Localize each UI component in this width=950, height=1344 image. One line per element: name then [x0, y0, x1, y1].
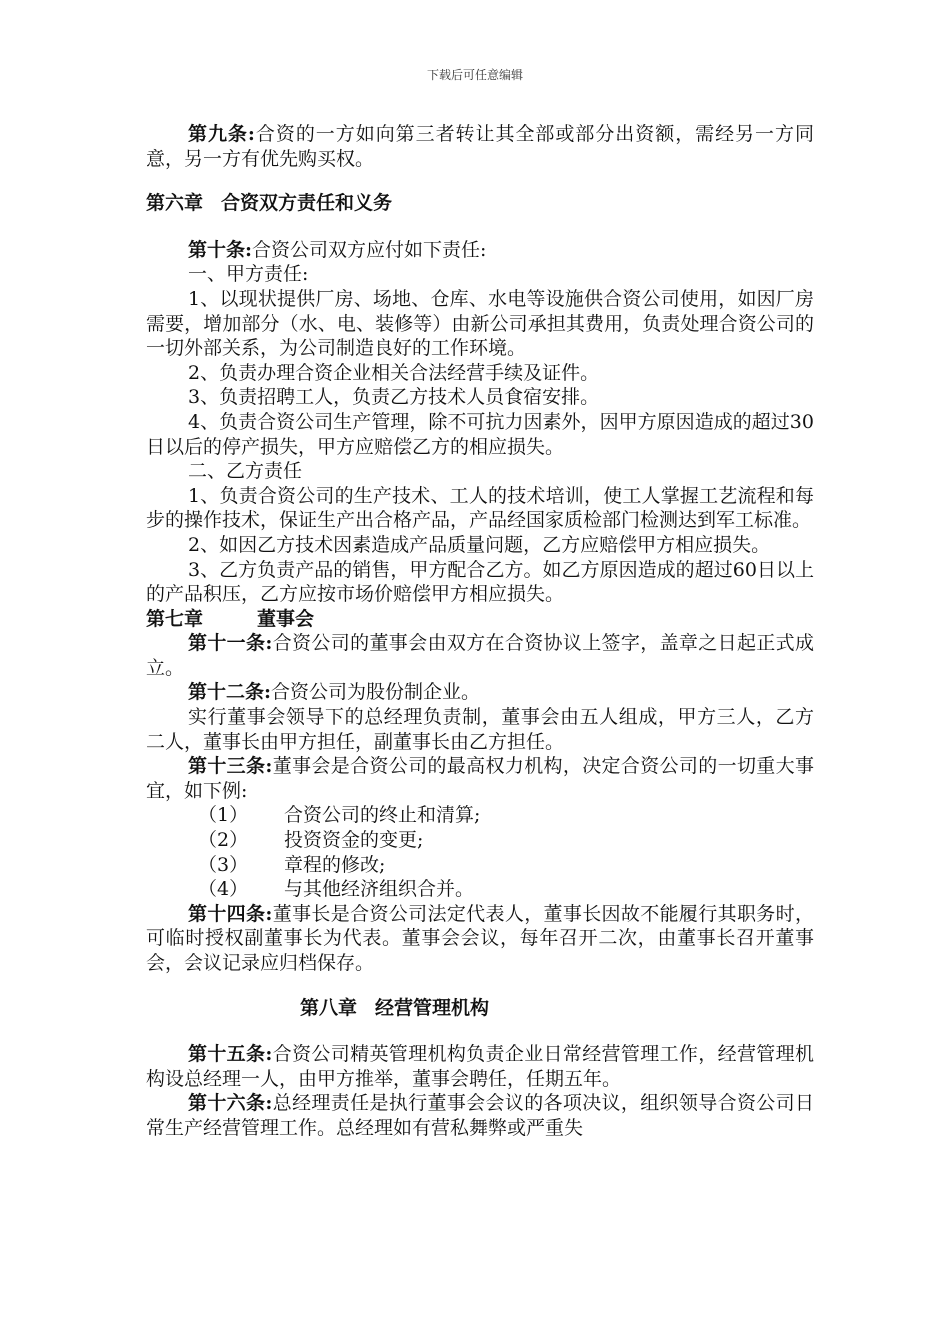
party-a-heading: 一、甲方责任:	[188, 263, 309, 286]
article-12	[146, 680, 814, 705]
article-label: 第十三条:	[188, 755, 273, 778]
list-item-text: 与其他经济组织合并。	[284, 878, 475, 901]
party-a-item: 1、以现状提供厂房、场地、仓库、水电等设施供合资公司使用，如因厂房需要，增加部分（水、电、装修等）由新公司承担其费用，负责处理合资公司的一切外部关系，为公司制造良好的工作环境。	[146, 287, 814, 360]
article-9	[146, 122, 814, 171]
chapter-number: 第六章	[146, 192, 204, 215]
party-b-item: 2、如因乙方技术因素造成产品质量问题，乙方应赔偿甲方相应损失。	[188, 533, 771, 556]
article-text: 董事会是合资公司的最高权力机构，决定合资公司的一切重大事宜，如下例:	[146, 755, 814, 802]
article-label: 第十二条:	[188, 681, 272, 704]
article-10	[146, 238, 814, 263]
list-item	[146, 853, 814, 878]
list-item-number: （2）	[198, 829, 249, 852]
article-12-detail: 实行董事会领导下的总经理负责制，董事会由五人组成，甲方三人，乙方二人，董事长由甲方担任，副董事长由乙方担任。	[146, 706, 814, 753]
page-header: 下载后可任意编辑	[426, 68, 523, 82]
chapter-7-heading	[146, 607, 814, 632]
article-label: 第十四条:	[188, 902, 273, 925]
article-text: 总经理责任是执行董事会会议的各项决议，组织领导合资公司日常生产经营管理工作。总经理如有营私舞弊或严重失	[146, 1092, 814, 1139]
article-11	[146, 631, 814, 680]
list-item	[146, 877, 814, 902]
list-item-number: （3）	[198, 853, 249, 876]
article-label: 第十五条:	[188, 1043, 273, 1066]
article-15	[146, 1042, 814, 1091]
article-16	[146, 1091, 814, 1140]
article-text: 合资公司双方应付如下责任:	[252, 238, 487, 261]
party-b-item: 3、乙方负责产品的销售，甲方配合乙方。如乙方原因造成的超过60日以上的产品积压，乙方应按市场价赔偿甲方相应损失。	[146, 558, 814, 606]
article-14	[146, 902, 814, 976]
party-b-item: 1、负责合资公司的生产技术、工人的技术培训，使工人掌握工艺流程和每步的操作技术，保证生产出合格产品，产品经国家质检部门检测达到军工标准。	[146, 484, 814, 532]
list-item	[146, 828, 814, 853]
party-b-heading: 二、乙方责任	[188, 460, 303, 483]
chapter-8-heading	[146, 996, 814, 1021]
list-item	[146, 803, 814, 828]
article-label: 第十一条:	[188, 632, 273, 655]
article-label: 第九条:	[188, 123, 255, 145]
document-body	[146, 122, 814, 1141]
party-a-item: 3、负责招聘工人，负责乙方技术人员食宿安排。	[188, 386, 600, 409]
article-label: 第十条:	[188, 238, 253, 261]
list-item-text: 投资资金的变更;	[284, 829, 424, 852]
chapter-title: 经营管理机构	[375, 996, 490, 1019]
article-text: 合资公司的董事会由双方在合资协议上签字，盖章之日起正式成立。	[146, 632, 814, 679]
list-item-number: （1）	[198, 804, 249, 827]
chapter-title: 董事会	[257, 607, 315, 630]
list-item-text: 章程的修改;	[284, 853, 386, 876]
chapter-title: 合资双方责任和义务	[221, 192, 393, 215]
article-13	[146, 754, 814, 803]
party-a-item: 4、负责合资公司生产管理，除不可抗力因素外，因甲方原因造成的超过30日以后的停产损失，甲方应赔偿乙方的相应损失。	[146, 410, 814, 458]
chapter-number: 第七章	[146, 607, 204, 630]
article-text: 合资公司为股份制企业。	[271, 681, 481, 704]
article-label: 第十六条:	[188, 1092, 273, 1115]
article-text: 董事长是合资公司法定代表人，董事长因故不能履行其职务时，可临时授权副董事长为代表。董事会会议，每年召开二次，由董事长召开董事会，会议记录应归档保存。	[146, 902, 814, 974]
party-a-item: 2、负责办理合资企业相关合法经营手续及证件。	[188, 361, 600, 384]
article-text: 合资公司精英管理机构负责企业日常经营管理工作，经营管理机构设总经理一人，由甲方推举，董事会聘任，任期五年。	[146, 1043, 814, 1090]
list-item-number: （4）	[198, 878, 249, 901]
chapter-number: 第八章	[300, 996, 358, 1019]
article-text: 合资的一方如向第三者转让其全部或部分出资额，需经另一方同意，另一方有优先购买权。	[146, 123, 814, 170]
chapter-6-heading	[146, 191, 814, 216]
list-item-text: 合资公司的终止和清算;	[284, 804, 481, 827]
